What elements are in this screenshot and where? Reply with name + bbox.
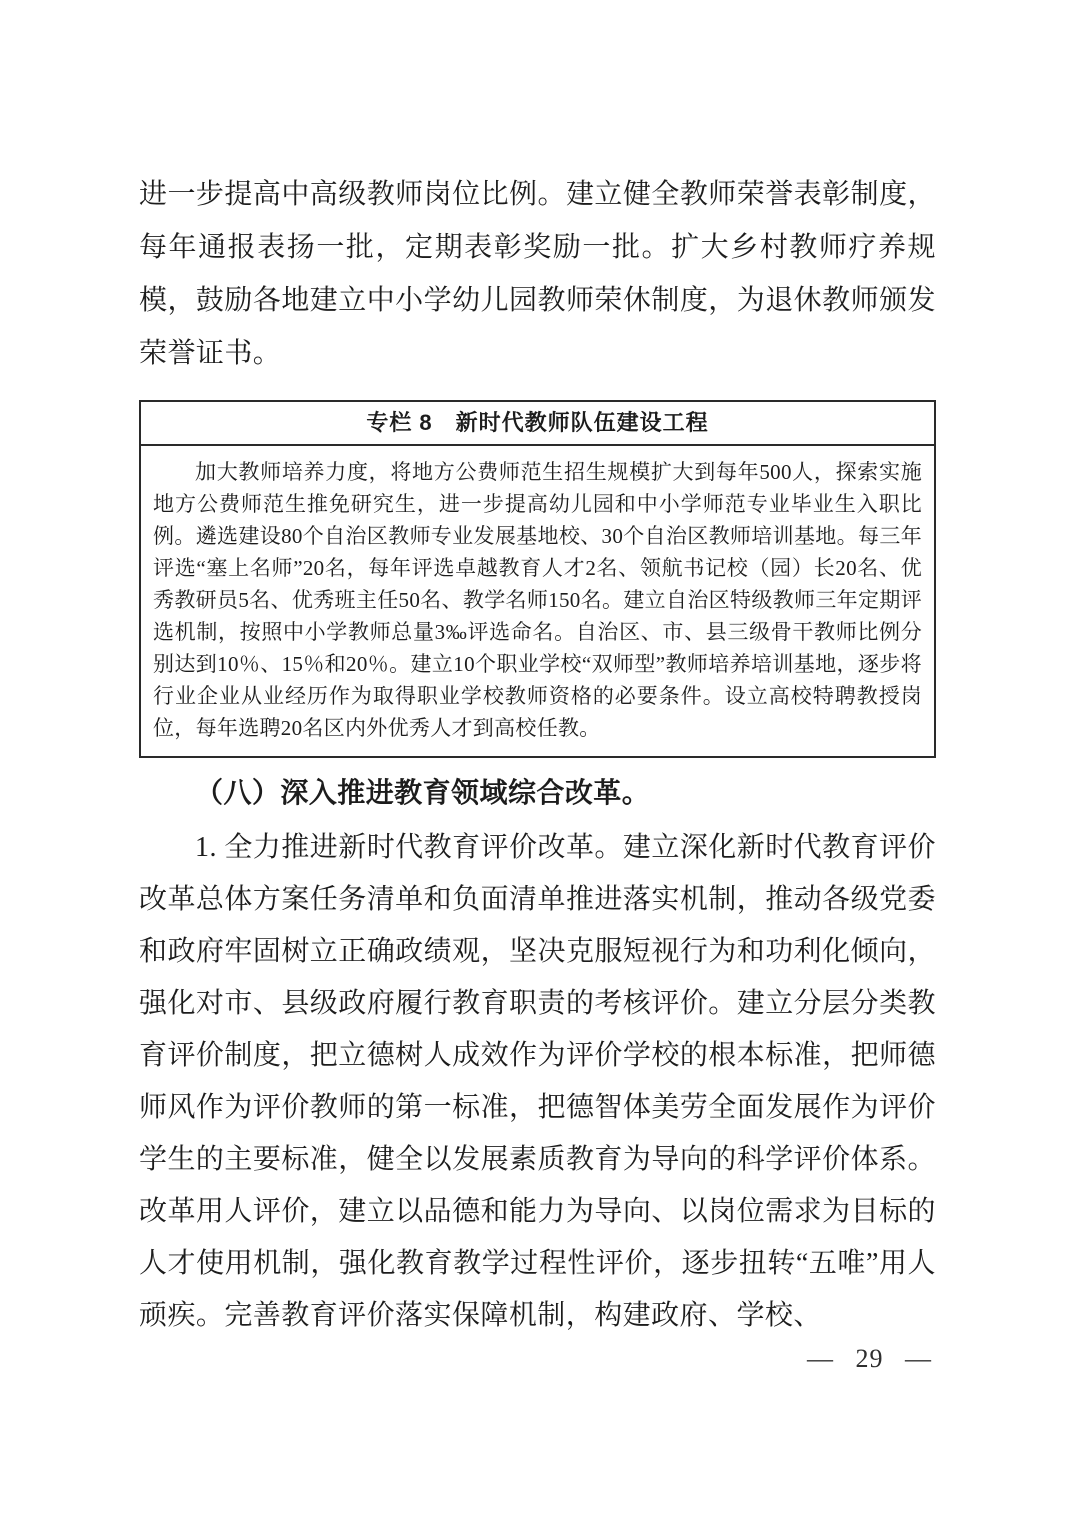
page-content <box>139 168 936 1342</box>
intro-paragraph: 进一步提高中高级教师岗位比例。建立健全教师荣誉表彰制度，每年通报表扬一批，定期表彰奖励一批。扩大乡村教师疗养规模，鼓励各地建立中小学幼儿园教师荣休制度，为退休教师颁发荣誉证书。 <box>139 179 936 369</box>
body-paragraph: 1. 全力推进新时代教育评价改革。建立深化新时代教育评价改革总体方案任务清单和负面清单推进落实机制，推动各级党委和政府牢固树立正确政绩观，坚决克服短视行为和功利化倾向，强化对市、县级政府履行教育职责的考核评价。建立分层分类教育评价制度，把立德树人成效作为评价学校的根本标准，把师德师风作为评价教师的第一标准，把德智体美劳全面发展作为评价学生的主要标准，健全以发展素质教育为导向的科学评价体系。改革用人评价，建立以品德和能力为导向、以岗位需求为目标的人才使用机制，强化教育教学过程性评价，逐步扭转“五唯”用人顽疾。完善教育评价落实保障机制，构建政府、学校、 <box>139 832 936 1331</box>
page-number: — 29 — <box>807 1344 932 1373</box>
panel-body-text: 加大教师培养力度，将地方公费师范生招生规模扩大到每年500人，探索实施地方公费师范生推免研究生，进一步提高幼儿园和中小学师范专业毕业生入职比例。遴选建设80个自治区教师专业发展基地校、30个自治区教师培训基地。每三年评选“塞上名师”20名，每年评选卓越教育人才2名、领航书记校（园）长20名、优秀教研员5名、优秀班主任50名、教学名师150名。建立自治区特级教师三年定期评选机制，按照中小学教师总量3‰评选命名。自治区、市、县三级骨干教师比例分别达到10％、15％和20％。建立10个职业学校“双师型”教师培养培训基地，逐步将行业企业从业经历作为取得职业学校教师资格的必要条件。设立高校特聘教授岗位，每年选聘20名区内外优秀人才到高校任教。 <box>153 460 922 740</box>
column-panel-8 <box>139 400 936 758</box>
panel-title: 专栏 8 新时代教师队伍建设工程 <box>141 402 934 446</box>
section-heading: （八）深入推进教育领域综合改革。 <box>195 778 651 809</box>
